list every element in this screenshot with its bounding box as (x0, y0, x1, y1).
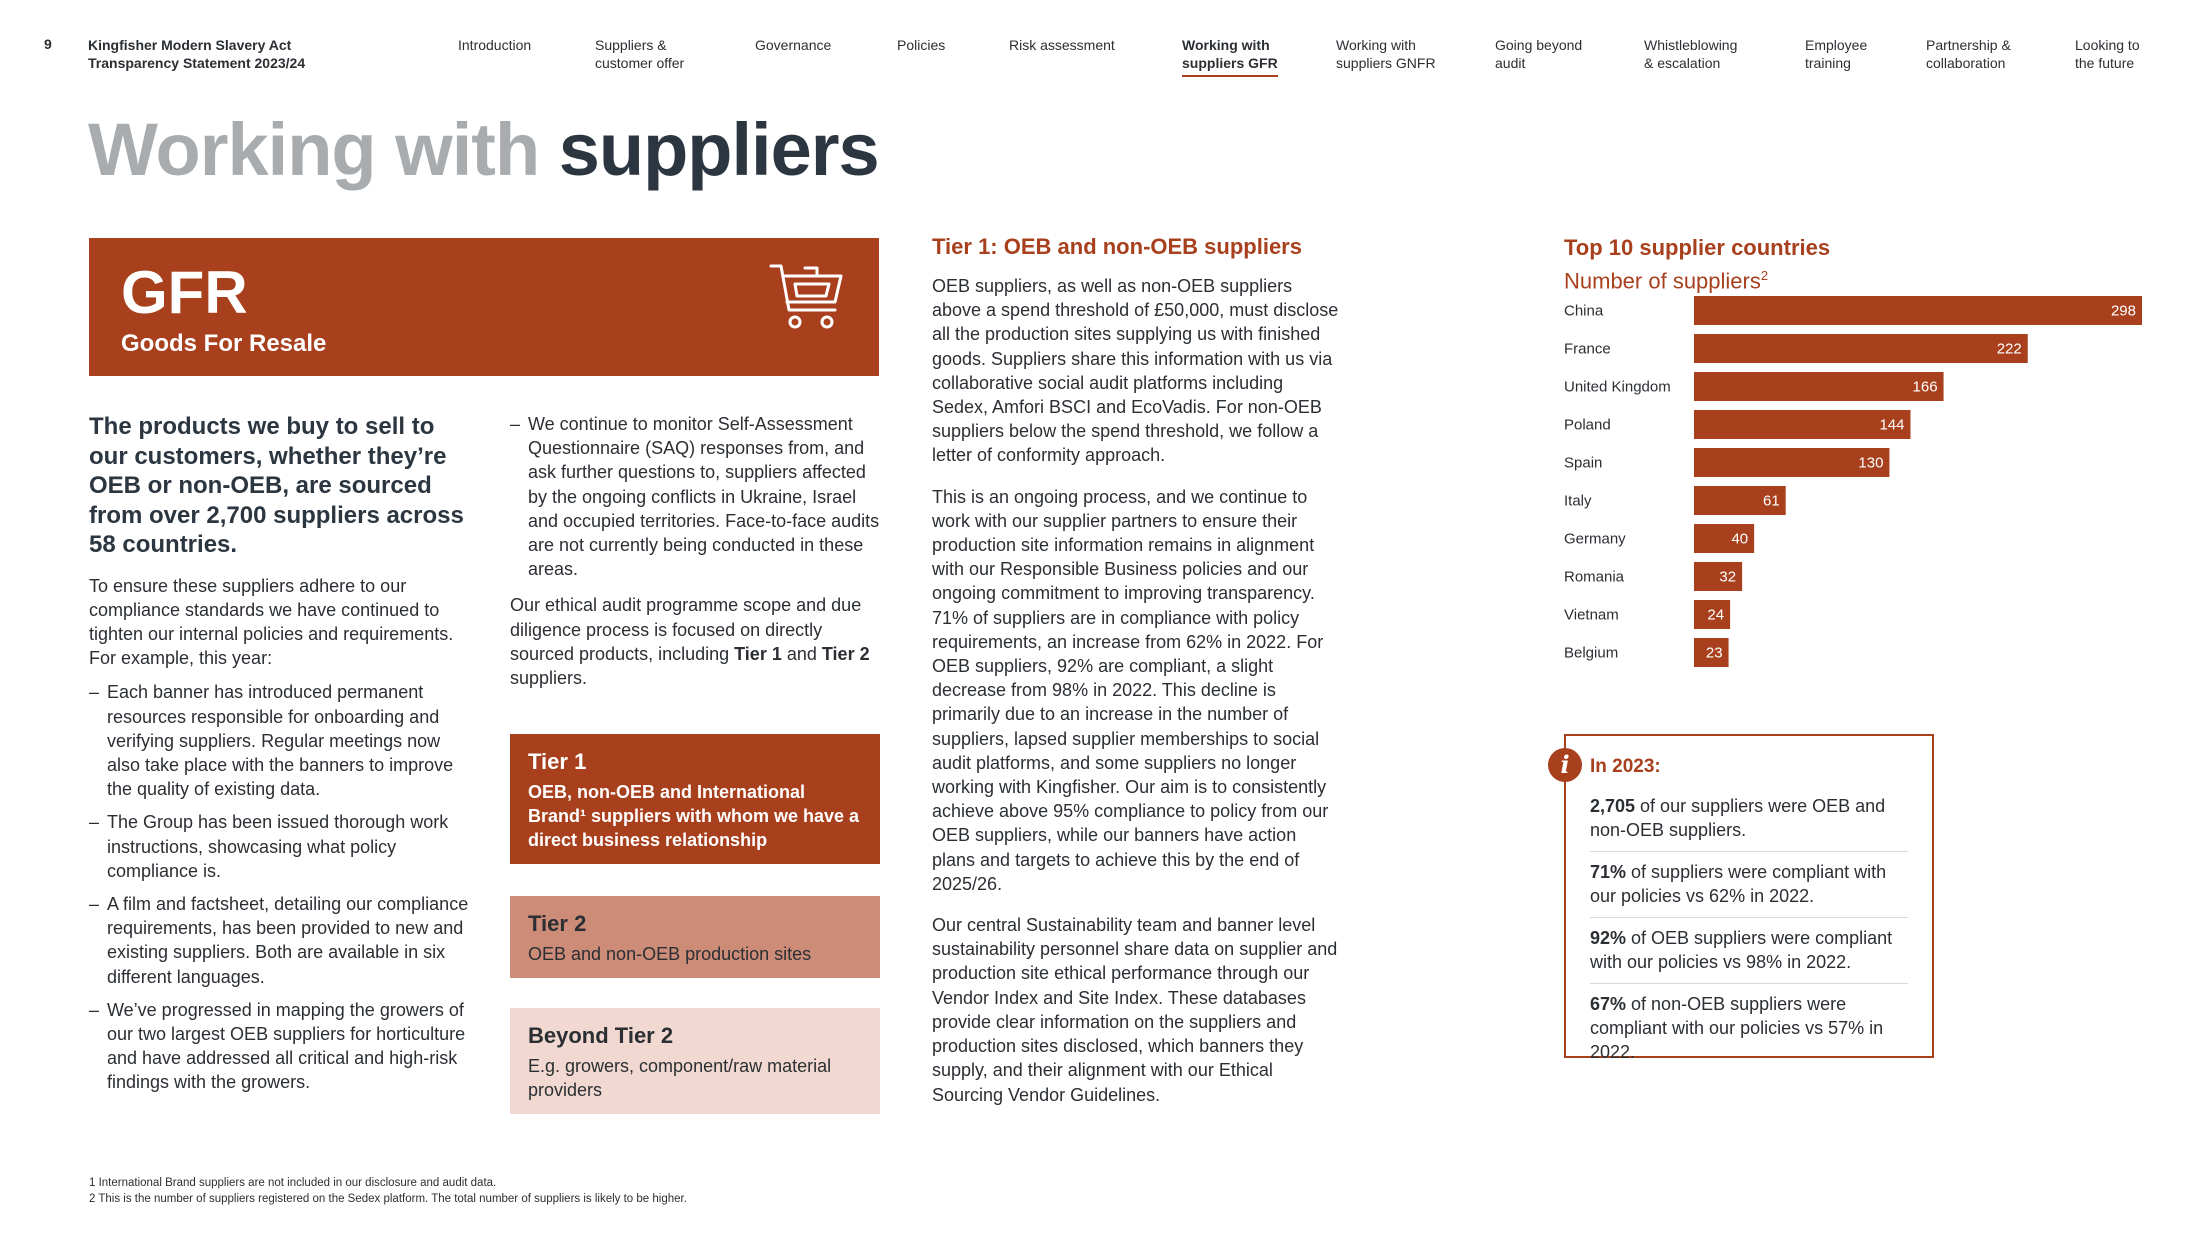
intro-column (89, 412, 469, 1104)
actions-list (89, 680, 469, 1094)
banner-subtitle: Goods For Resale (121, 330, 327, 357)
document-title: Kingfisher Modern Slavery Act Transparency Statement 2023/24 (88, 37, 306, 71)
category-label: Italy (1564, 492, 1592, 510)
nav-working-with-suppliers-gfr[interactable]: Working with suppliers GFR (1182, 36, 1278, 72)
supplier-countries-chart (1564, 234, 2144, 674)
nav-governance[interactable]: Governance (755, 37, 832, 53)
footnotes (89, 1175, 687, 1207)
in-2023-info-box (1560, 734, 1934, 1062)
bar (1694, 334, 2028, 363)
banner-code: GFR (121, 259, 248, 326)
saq-list (510, 412, 880, 581)
bar-chart (1564, 294, 2144, 674)
nav-partnership-collaboration[interactable]: Partnership & collaboration (1926, 37, 2011, 71)
list-item: – We continue to monitor Self-Assessment Questionnaire (SAQ) responses from, and ask further questions to, suppliers affected by the ongoing conflicts in Ukraine, Israel and occupied territories. Face-to-face audits are not currently being conducted in these areas. (510, 414, 880, 580)
info-heading: In 2023: (1590, 756, 1661, 777)
section-heading: Tier 1: OEB and non-OEB suppliers (932, 234, 1302, 259)
nav-whistleblowing-escalation[interactable]: Whistleblowing & escalation (1644, 37, 1738, 71)
value-label: 144 (1879, 416, 1905, 434)
nav-going-beyond-audit[interactable]: Going beyond audit (1495, 37, 1583, 71)
value-label: 298 (2110, 302, 2136, 320)
category-label: Belgium (1564, 644, 1619, 662)
category-label: Vietnam (1564, 606, 1619, 624)
category-label: Spain (1564, 454, 1603, 472)
value-label: 32 (1719, 568, 1737, 586)
nav-employee-training[interactable]: Employee training (1805, 37, 1868, 71)
bar (1694, 410, 1910, 439)
lead-statement: The products we buy to sell to our customers, whether they’re OEB or non-OEB, are sourced from over 2,700 suppliers across 58 countries. (89, 413, 464, 558)
gfr-banner (89, 238, 879, 376)
nav-introduction[interactable]: Introduction (458, 37, 532, 53)
category-label: United Kingdom (1564, 378, 1671, 396)
footnote: 2 This is the number of suppliers registered on the Sedex platform. The total number of suppliers is likely to be higher. (89, 1193, 687, 1205)
nav-looking-to-the-future[interactable]: Looking to the future (2075, 37, 2140, 71)
footnote: 1 International Brand suppliers are not included in our disclosure and audit data. (89, 1177, 497, 1189)
value-label: 23 (1705, 644, 1723, 662)
intro-paragraph: To ensure these suppliers adhere to our compliance standards we have continued to tighten our internal policies and requirements. For example, this year: (89, 575, 454, 669)
value-label: 61 (1763, 492, 1780, 510)
category-label: France (1564, 340, 1611, 358)
category-label: Romania (1564, 568, 1625, 586)
paragraph: This is an ongoing process, and we continue to work with our supplier partners to ensure their production site information remains in alignment with our Responsible Business policies and our ongoing commitment to improving transparency. 71% of suppliers are in compliance with policy requirements, an increase from 62% in 2022. For OEB suppliers, 92% are compliant, a slight decrease from 98% in 2022. This decline is primarily due to an increase in the number of suppliers, lapsed supplier memberships to social audit platforms, and some suppliers no longer working with Kingfisher. Our aim is to consistently achieve above 95% compliance to policy from our OEB suppliers, while our banners have action plans and targets to achieve this by the end of 2025/26. (932, 486, 1329, 894)
tier-1-column (932, 234, 1342, 1124)
nav-risk-assessment[interactable]: Risk assessment (1009, 37, 1115, 53)
active-tab-underline (1182, 75, 1278, 77)
page-header (0, 36, 2205, 80)
value-label: 166 (1912, 378, 1938, 396)
value-label: 40 (1731, 530, 1749, 548)
nav-working-with-suppliers-gnfr[interactable]: Working with suppliers GNFR (1336, 37, 1436, 71)
paragraph: OEB suppliers, as well as non-OEB suppliers above a spend threshold of £50,000, must disclose all the production sites supplying us with finished goods. Suppliers share this information with us via collaborative social audit platforms including Sedex, Amfori BSCI and EcoVadis. For non-OEB suppliers below the spend threshold, we follow a letter of conformity approach. (932, 276, 1339, 466)
chart-subtitle: Number of suppliers$^2$ (1564, 268, 1769, 294)
paragraph: Our central Sustainability team and banner level sustainability personnel share data on supplier and production site ethical performance through our Vendor Index and Site Index. These databases provide clear information on the suppliers and production sites disclosed, which banners they supply, and their alignment with our Ethical Sourcing Vendor Guidelines. (932, 915, 1338, 1105)
category-label: Germany (1564, 530, 1626, 548)
list-item: – The Group has been issued thorough work instructions, showcasing what policy compliance is. (89, 812, 449, 881)
tier-1-card: Tier 1 OEB, non-OEB and International Brand¹ suppliers with whom we have a direct business relationship (510, 734, 880, 864)
nav-suppliers-customer-offer[interactable]: Suppliers & customer offer (595, 37, 685, 71)
value-label: 24 (1707, 606, 1725, 624)
bar (1694, 372, 1944, 401)
chart-title: Top 10 supplier countries (1564, 235, 1831, 260)
info-stat: 2,705 of our suppliers were OEB and non-OEB suppliers. (1590, 786, 1908, 852)
tier-2-card: Tier 2 OEB and non-OEB production sites (510, 896, 880, 978)
shopping-cart-icon (769, 262, 845, 334)
list-item: – A film and factsheet, detailing our compliance requirements, has been provided to new and existing suppliers. Both are available in six different languages. (89, 893, 469, 987)
info-stat: 92% of OEB suppliers were compliant with our policies vs 98% in 2022. (1590, 918, 1908, 984)
bar (1694, 296, 2142, 325)
page-number: 9 (44, 36, 52, 52)
value-label: 222 (1996, 340, 2022, 358)
info-stat: 71% of suppliers were compliant with our policies vs 62% in 2022. (1590, 852, 1908, 918)
info-stat: 67% of non-OEB suppliers were compliant with our policies vs 57% in 2022. (1590, 994, 1884, 1062)
list-item: – Each banner has introduced permanent resources responsible for onboarding and verifying suppliers. Regular meetings now also take place with the banners to improve the quality of existing data. (89, 682, 454, 800)
audit-scope-paragraph: Our ethical audit programme scope and due diligence process is focused on directly sourced products, including Tier 1 and Tier 2 suppliers. (510, 595, 870, 689)
list-item: – We’ve progressed in mapping the growers of our two largest OEB suppliers for horticulture and have addressed all critical and high-risk findings with the growers. (89, 999, 466, 1093)
category-label: China (1564, 302, 1604, 320)
value-label: 130 (1858, 454, 1884, 472)
category-label: Poland (1564, 416, 1611, 434)
nav-policies[interactable]: Policies (897, 37, 946, 53)
audit-scope-column (510, 412, 880, 690)
beyond-tier-2-card: Beyond Tier 2 E.g. growers, component/raw material providers (510, 1008, 880, 1114)
page-title: Working with suppliers (88, 108, 879, 191)
info-icon: i (1548, 748, 1582, 782)
